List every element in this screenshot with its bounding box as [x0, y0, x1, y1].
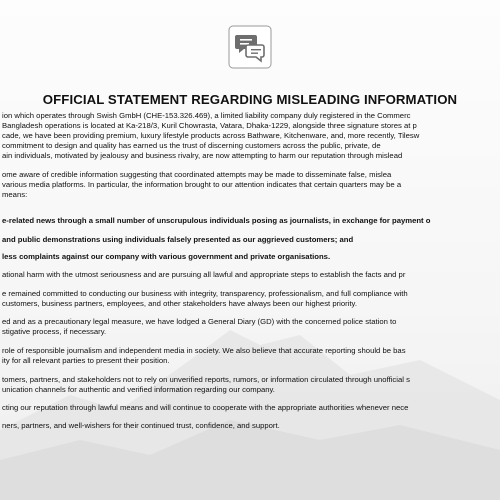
paragraph-line: unication channels for authentic and verified information regarding our company. [2, 385, 275, 394]
statement-title: OFFICIAL STATEMENT REGARDING MISLEADING INFORMATION [42, 92, 458, 107]
paragraph-line: ational harm with the utmost seriousness and are pursuing all lawful and appropriate steps to establish the facts and pr [2, 270, 406, 279]
paragraph-line: role of responsible journalism and independent media in society. We also believe that accurate reporting should be bas [2, 346, 406, 355]
paragraph-line: ain individuals, motivated by jealousy and business rivalry, are now attempting to harm our reputation through mislead [2, 151, 403, 160]
paragraph-line: tomers, partners, and stakeholders not to rely on unverified reports, rumors, or information circulated through unofficial s [2, 375, 410, 384]
paragraph-line: commitment to design and quality has earned us the trust of discerning customers across the public, private, de [2, 141, 381, 150]
paragraph-line: cting our reputation through lawful means and will continue to cooperate with the appropriate authorities whenever nece [2, 403, 409, 412]
bullet-line: e-related news through a small number of unscrupulous individuals posing as journalists, in exchange for payment o [2, 216, 431, 225]
paragraph-line: stigative process, if necessary. [2, 327, 107, 336]
paragraph-line: ed and as a precautionary legal measure, we have lodged a General Diary (GD) with the concerned police station to [2, 317, 397, 326]
paragraph-line: ity for all relevant parties to present their position. [2, 356, 170, 365]
paragraph-line: cade, we have been providing premium, luxury lifestyle products across Bathware, Kitchenware, and, more recently, Tilesw [2, 131, 420, 140]
speech-bubbles-icon [228, 25, 272, 69]
paragraph-line: customers, business partners, employees, and other stakeholders have always been our highest priority. [2, 299, 357, 308]
paragraph-line: e remained committed to conducting our business with integrity, transparency, professionalism, and full compliance with [2, 289, 408, 298]
paragraph-line: means: [2, 190, 28, 199]
bullet-line: and public demonstrations using individuals falsely presented as our aggrieved customers; and [2, 235, 354, 244]
paragraph-line: ome aware of credible information suggesting that coordinated attempts may be made to disseminate false, mislea [2, 170, 392, 179]
paragraph-line: various media platforms. In particular, the information brought to our attention indicates that certain quarters may be a [2, 180, 402, 189]
paragraph-line: ion which operates through Swish GmbH (CHE-153.326.469), a limited liability company duly registered in the Commerc [2, 111, 411, 120]
paragraph-line: Bangladesh operations is located at Ka-218/3, Kuril Chowrasta, Vatara, Dhaka-1229, alongside three signature stores at p [2, 121, 417, 130]
bullet-line: less complaints against our company with various government and private organisations. [2, 252, 331, 261]
paragraph-line: ners, partners, and well-wishers for their continued trust, confidence, and support. [2, 421, 280, 430]
